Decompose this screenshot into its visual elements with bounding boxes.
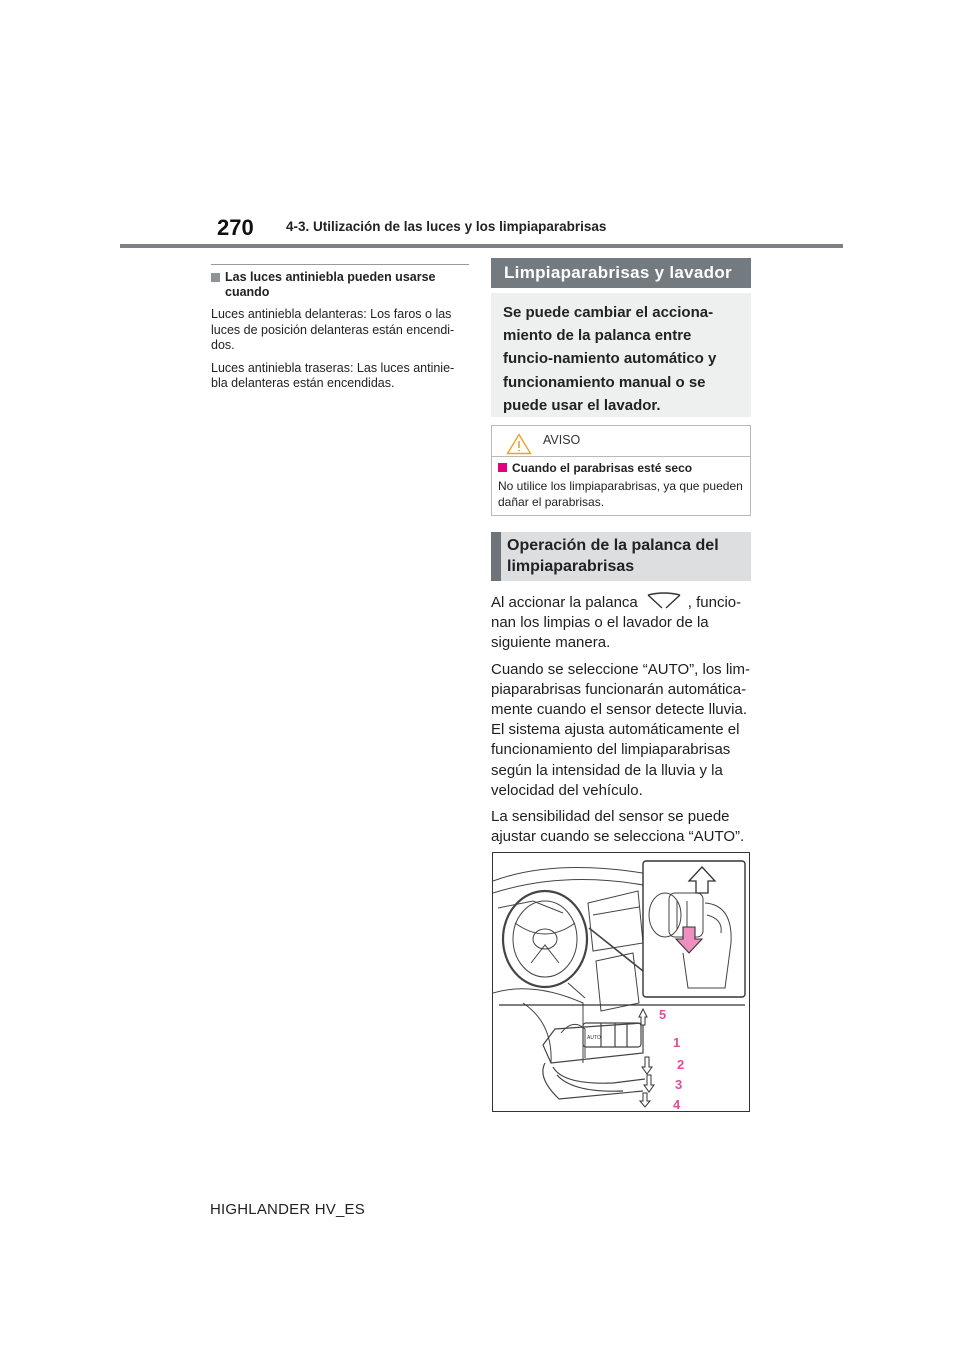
caution-header <box>492 426 750 457</box>
rear-fog-lights-paragraph: Luces antiniebla traseras: Las luces antinie-bla delanteras están encendidas. <box>211 360 455 390</box>
lever-operation-heading: Operación de la palanca del limpiaparabrisas <box>491 532 751 581</box>
pink-square-bullet-icon <box>498 463 507 472</box>
caution-text: No utilice los limpiaparabrisas, ya que pueden dañar el parabrisas. <box>498 479 743 509</box>
callout-5: 5 <box>659 1007 667 1022</box>
header-rule <box>120 244 843 248</box>
fog-lights-heading <box>211 270 469 300</box>
caution-heading <box>498 460 744 476</box>
section-title: 4-3. Utilización de las luces y los limpiaparabrisas <box>286 219 607 234</box>
caution-box <box>491 425 751 516</box>
front-fog-lights-paragraph: Luces antiniebla delanteras: Los faros o las luces de posición delanteras están encendi-dos. <box>211 307 455 352</box>
wiper-lever-illustration <box>492 852 750 1112</box>
lever-auto-label: AUTO <box>587 1035 601 1041</box>
square-bullet-icon <box>211 273 220 282</box>
callout-4: 4 <box>673 1097 681 1111</box>
caution-heading-text: Cuando el parabrisas esté seco <box>512 461 693 475</box>
intro-box: Se puede cambiar el acciona-miento de la palanca entre funcio-namiento automático y funcionamiento manual o se puede usar el lavador. <box>491 293 751 417</box>
caution-label: AVISO <box>543 433 581 447</box>
footer-model: HIGHLANDER HV_ES <box>210 1201 365 1218</box>
warning-triangle-icon <box>506 433 532 455</box>
caution-body <box>492 457 750 510</box>
wiper-icon <box>644 592 684 610</box>
page-number: 270 <box>217 215 254 240</box>
auto-paragraph: Cuando se seleccione “AUTO”, los lim-piaparabrisas funcionarán automática-mente cuando el sensor detecte lluvia. El sistema ajusta automáticamente el funcionamiento del limpiaparabrisas según la intensidad de la lluvia y la velocidad del vehículo. <box>491 660 750 799</box>
lever-paragraph-start: Al accionar la palanca <box>491 594 638 611</box>
callout-2: 2 <box>677 1057 685 1072</box>
fog-lights-heading-text: Las luces antiniebla pueden usarse cuando <box>225 270 436 299</box>
callout-1: 1 <box>673 1035 681 1050</box>
main-section-heading: Limpiaparabrisas y lavador <box>491 258 751 288</box>
sensitivity-paragraph: La sensibilidad del sensor se puede ajustar cuando se selecciona “AUTO”. <box>491 808 745 846</box>
right-column <box>491 258 751 847</box>
lever-paragraph <box>491 592 751 654</box>
wiper-lever-drawing <box>493 853 749 1111</box>
lever-paragraph-end: , funcio-nan los limpias o el lavador de la siguiente manera. <box>491 594 742 652</box>
subsection-rule <box>211 264 469 265</box>
callout-3: 3 <box>675 1077 683 1092</box>
left-column <box>211 264 469 392</box>
